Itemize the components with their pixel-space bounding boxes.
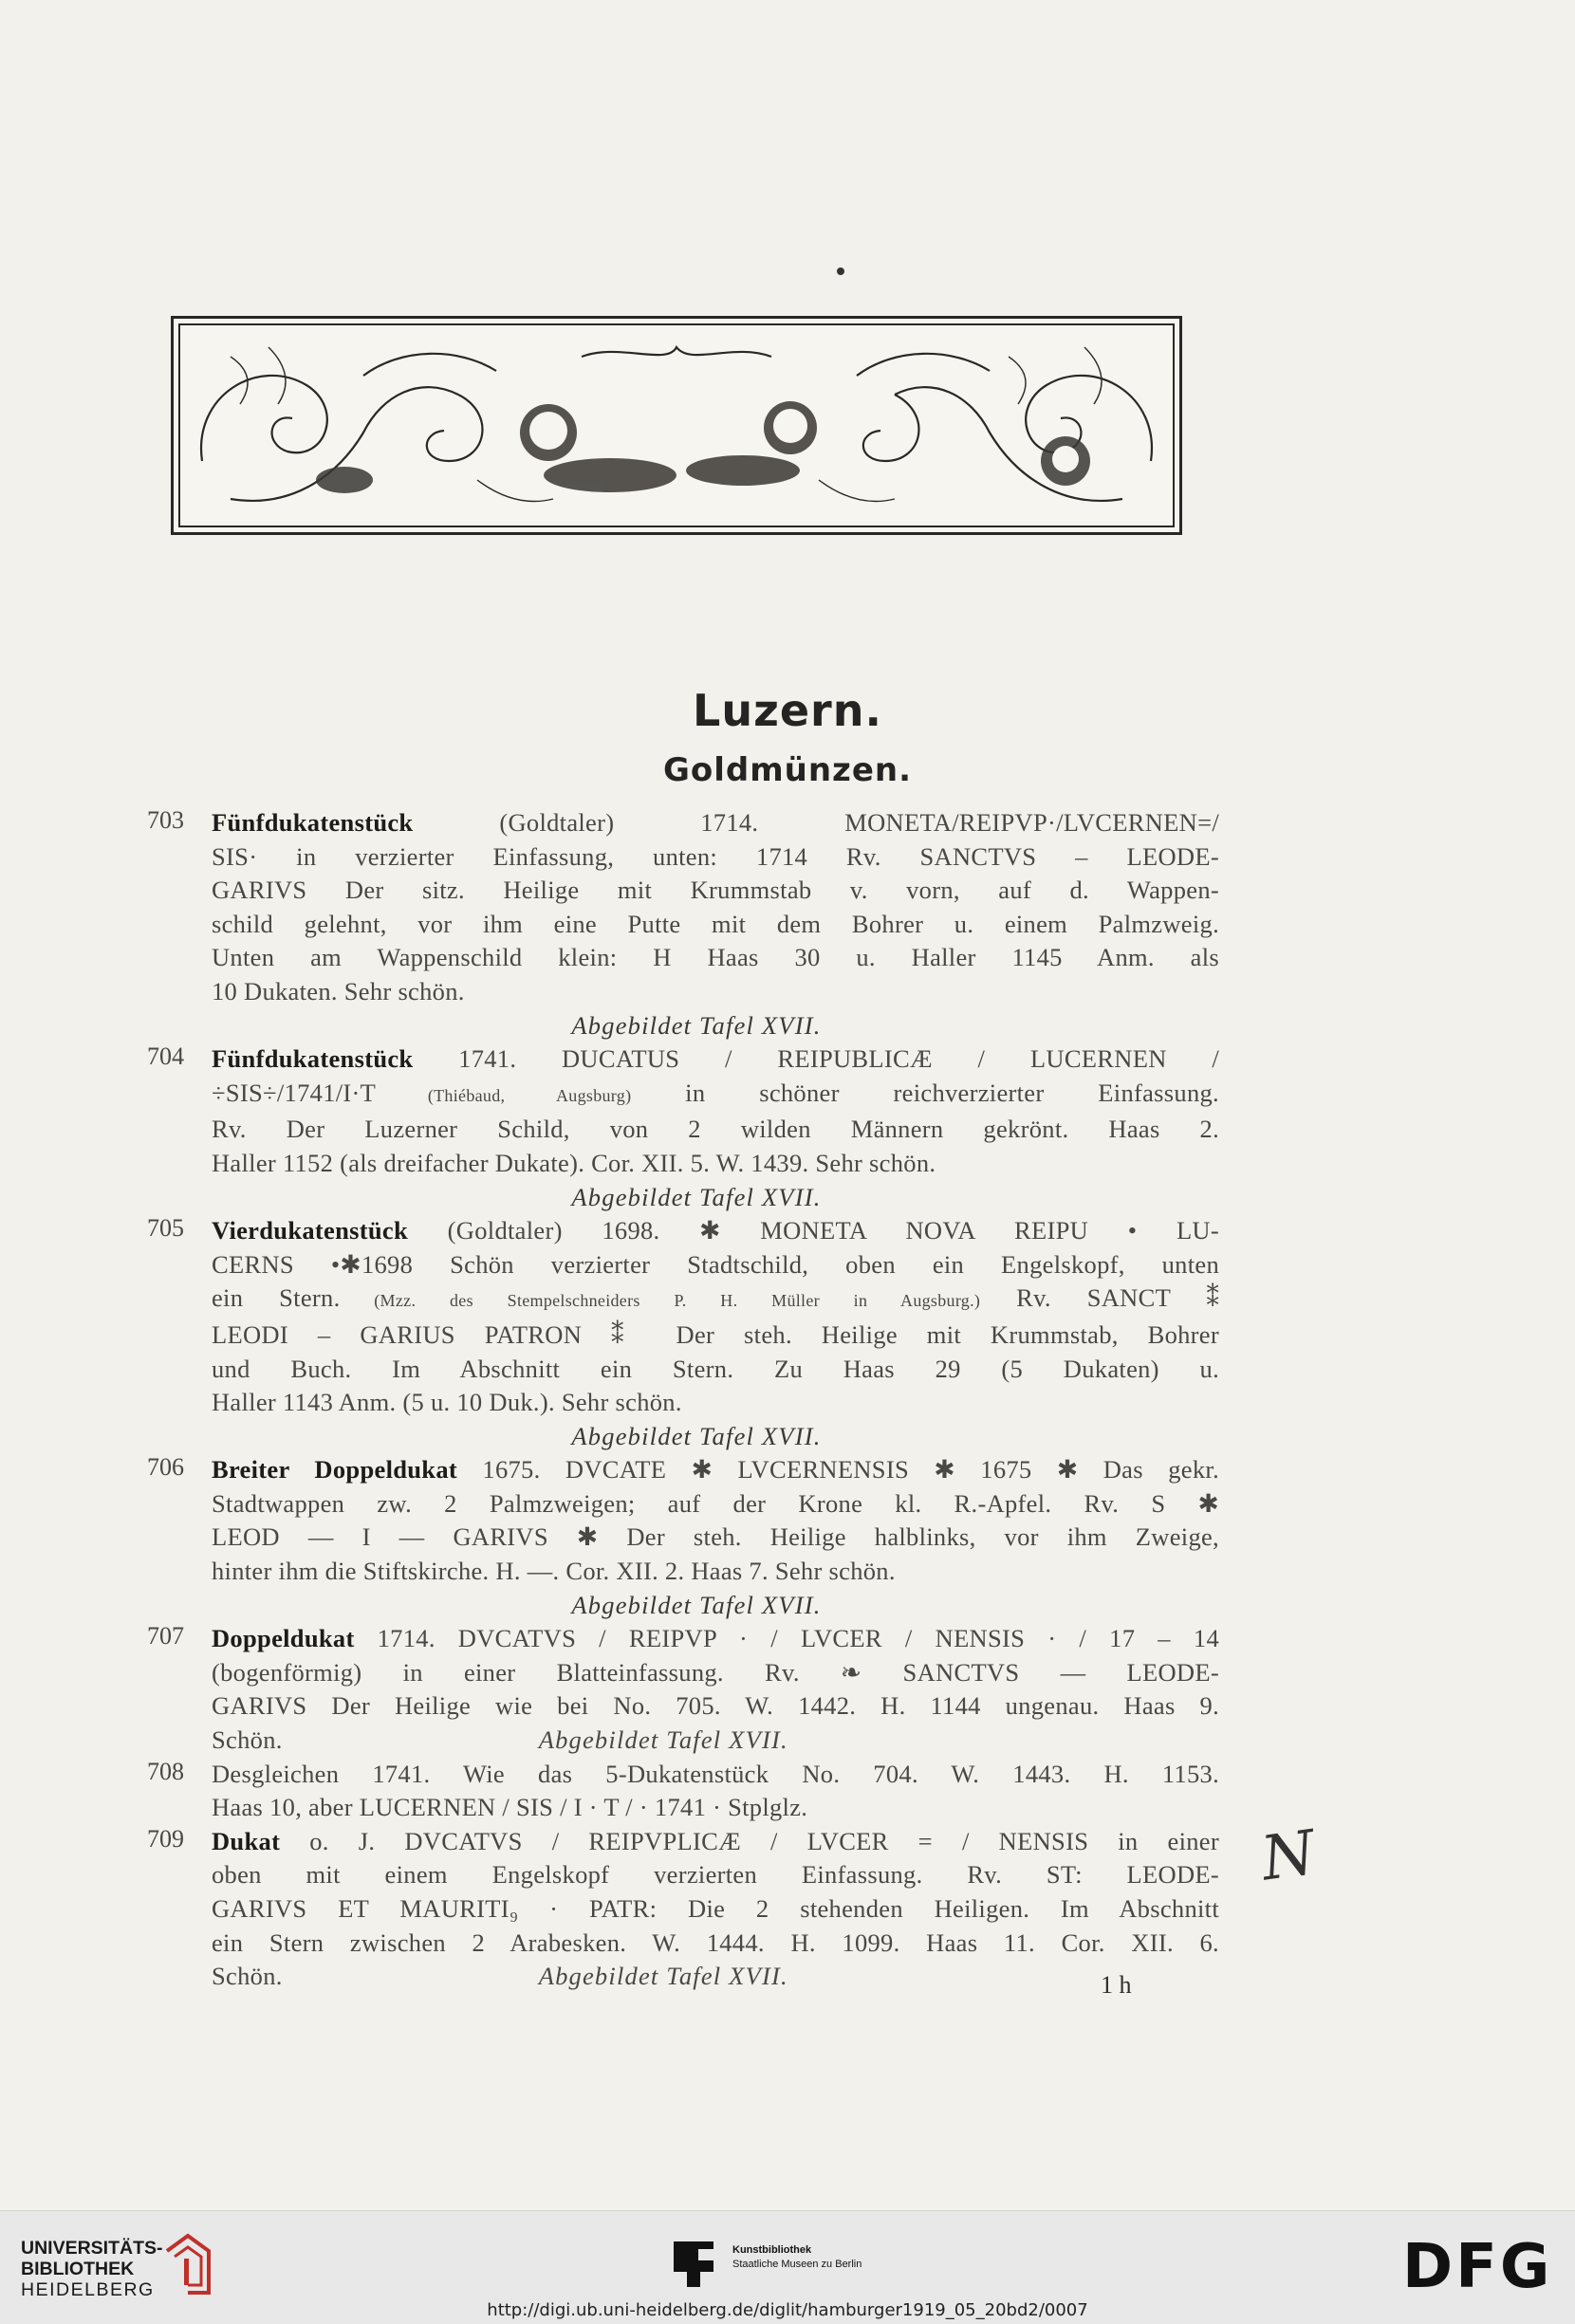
entry-text-line — [212, 1758, 1219, 1792]
entry-text-line — [212, 1858, 1219, 1892]
mint-mark-note: (Thiébaud, Augsburg) — [376, 1085, 632, 1105]
entry-text-line — [212, 1724, 1219, 1758]
catalog-entry — [147, 1622, 1219, 1757]
description-text: Stadtwappen zw. 2 Palmzweigen; auf der Krone kl. R.-Apfel. Rv. S ✱ — [212, 1488, 1219, 1518]
entry-text-line — [212, 1147, 1219, 1181]
coin-denomination: Vierdukatenstück — [212, 1216, 409, 1245]
entry-text-line — [212, 941, 1219, 975]
entry-number: 709 — [147, 1824, 184, 1853]
description-text: 10 Dukaten. Sehr schön. — [212, 976, 465, 1005]
entry-text-line — [212, 1248, 1219, 1282]
description-text: Rv. Der Luzerner Schild, von 2 wilden Männern gekrönt. Haas 2. — [212, 1115, 1219, 1144]
description-text: oben mit einem Engelskopf verzierten Einfassung. Rv. ST: LEODE- — [212, 1860, 1219, 1890]
kunstbibliothek-logo-icon — [670, 2238, 717, 2291]
ornamental-headpiece — [171, 316, 1182, 535]
plate-reference: Abgebildet Tafel XVII. — [571, 1421, 822, 1450]
source-url[interactable]: http://digi.ub.uni-heidelberg.de/diglit/hamburger1919_05_20bd2/0007 — [487, 2300, 1088, 2320]
entry-text-line — [212, 840, 1219, 875]
description-text: Desgleichen 1741. Wie das 5-Dukatenstück No. 704. W. 1443. H. 1153. — [212, 1759, 1219, 1788]
dfg-logo[interactable]: DFG — [1402, 2232, 1553, 2302]
entry-text-line — [212, 1791, 1219, 1825]
entry-text-line — [212, 1689, 1219, 1724]
entry-text-line — [212, 908, 1219, 942]
description-text: ein Stern. — [212, 1283, 341, 1313]
description-text: Unten am Wappenschild klein: H Haas 30 u. Haller 1145 Anm. als — [212, 943, 1219, 972]
ink-dot — [837, 267, 844, 275]
margin-handwritten-mark: N — [1257, 1817, 1320, 1895]
kunstbibliothek-label[interactable] — [732, 2243, 862, 2272]
coin-denomination: Doppeldukat — [212, 1624, 355, 1653]
description-text: o. J. DVCATVS / REIPVPLICÆ / LVCER = / NENSIS in einer — [280, 1826, 1219, 1855]
coin-denomination: Fünfdukatenstück — [212, 808, 414, 837]
plate-reference: Abgebildet Tafel XVII. — [538, 1725, 788, 1755]
entry-text-line — [212, 1487, 1219, 1522]
description-text: 1741. DUCATUS / REIPUBLICÆ / LUCERNEN / — [413, 1044, 1219, 1074]
entry-text-line — [212, 1960, 1219, 1994]
entry-text-line — [212, 1825, 1219, 1859]
description-text: schild gelehnt, vor ihm eine Putte mit dem Bohrer u. einem Palmzweig. — [212, 909, 1219, 938]
description-text: (Goldtaler) 1698. ✱ MONETA NOVA REIPU • LU- — [408, 1216, 1219, 1245]
description-text: in schöner reichverzierter Einfassung. — [631, 1078, 1219, 1107]
university-library-logo-text[interactable] — [21, 2238, 163, 2300]
description-text: Haller 1143 Anm. (5 u. 10 Duk.). Sehr schön. — [212, 1388, 682, 1417]
entry-text-line — [212, 1113, 1219, 1147]
entry-number: 707 — [147, 1622, 184, 1651]
entry-text-line — [212, 1892, 1219, 1927]
description-text: CERNS •✱1698 Schön verzierter Stadtschild, oben ein Engelskopf, unten — [212, 1249, 1219, 1279]
entry-text-line — [212, 874, 1219, 908]
description-text: SIS· in verzierter Einfassung, unten: 1714 Rv. SANCTVS – LEODE- — [212, 841, 1219, 871]
description-text: ein Stern zwischen 2 Arabesken. W. 1444. H. 1099. Haas 11. Cor. XII. 6. — [212, 1927, 1219, 1957]
description-text: (bogenförmig) in einer Blatteinfassung. Rv. ❧ SANCTVS — LEODE- — [212, 1657, 1219, 1687]
coin-denomination: Fünfdukatenstück — [212, 1044, 414, 1074]
plate-reference: Abgebildet Tafel XVII. — [571, 1010, 822, 1040]
description-text: hinter ihm die Stiftskirche. H. —. Cor. XII. 2. Haas 7. Sehr schön. — [212, 1557, 896, 1586]
kunstbibliothek-subtitle: Staatliche Museen zu Berlin — [732, 2259, 862, 2270]
entry-text-line — [212, 1077, 1219, 1114]
library-name-line-1: UNIVERSITÄTS- — [21, 2238, 163, 2259]
description-text: und Buch. Im Abschnitt ein Stern. Zu Haas 29 (5 Dukaten) u. — [212, 1354, 1219, 1383]
scroll-ornament-icon — [174, 319, 1179, 532]
entry-text-line — [212, 1521, 1219, 1555]
description-text: ÷SIS÷/1741/I·T — [212, 1078, 377, 1107]
catalog-entries — [147, 806, 1219, 1994]
kunstbibliothek-title: Kunstbibliothek — [732, 2244, 812, 2256]
plate-reference: Abgebildet Tafel XVII. — [538, 1962, 788, 1991]
description-text: Rv. SANCT ⁑ — [980, 1283, 1220, 1313]
entry-text-line — [212, 1927, 1219, 1961]
entry-text-line — [212, 1214, 1219, 1248]
entry-number: 708 — [147, 1757, 184, 1785]
description-text: LEOD — I — GARIVS ✱ Der steh. Heilige halblinks, vor ihm Zweige, — [212, 1522, 1219, 1552]
description-text: 1714. DVCATVS / REIPVP · / LVCER / NENSIS · / 17 – 14 — [354, 1624, 1219, 1653]
catalog-entry — [147, 1042, 1219, 1214]
library-name-line-2: BIBLIOTHEK — [21, 2259, 135, 2279]
digitization-footer — [0, 2210, 1575, 2324]
entry-text-line — [212, 1622, 1219, 1656]
entry-text-line — [212, 1042, 1219, 1077]
catalog-entry — [147, 1758, 1219, 1825]
entry-text-line — [212, 1353, 1219, 1387]
entry-text-line — [212, 1453, 1219, 1487]
page-title: Luzern. — [693, 685, 882, 736]
description-text: GARIVS Der Heilige wie bei No. 705. W. 1442. H. 1144 ungenau. Haas 9. — [212, 1691, 1219, 1721]
coin-denomination: Breiter Doppeldukat — [212, 1455, 458, 1485]
plate-reference: Abgebildet Tafel XVII. — [571, 1182, 822, 1211]
entry-number: 704 — [147, 1042, 184, 1071]
plate-reference: Abgebildet Tafel XVII. — [571, 1590, 822, 1619]
entry-text-line — [212, 1555, 1219, 1589]
library-name-line-3: HEIDELBERG — [21, 2279, 155, 2300]
description-text: Haas 10, aber LUCERNEN / SIS / I · T / · 1741 · Stplglz. — [212, 1793, 808, 1822]
coin-denomination: Dukat — [212, 1826, 281, 1855]
entry-text-line — [212, 975, 1219, 1009]
entry-text-line — [212, 1656, 1219, 1690]
sheet-signature: 1 h — [1101, 1971, 1132, 1999]
catalog-entry — [147, 806, 1219, 1042]
description-text: LEODI – GARIUS PATRON ⁑ Der steh. Heilige mit Krummstab, Bohrer — [212, 1319, 1219, 1349]
description-text: (Goldtaler) 1714. MONETA/REIPVP·/LVCERNEN=/ — [413, 808, 1219, 837]
catalog-entry — [147, 1453, 1219, 1622]
description-text: GARIVS ET MAURITI₉ · PATR: Die 2 stehenden Heiligen. Im Abschnitt — [212, 1894, 1219, 1923]
entry-text-line — [212, 1282, 1219, 1319]
description-text: Schön. — [212, 1725, 283, 1755]
entry-number: 705 — [147, 1214, 184, 1243]
section-subtitle: Goldmünzen. — [662, 751, 913, 789]
catalog-entry — [147, 1825, 1219, 1994]
entry-text-line — [212, 806, 1219, 840]
description-text: Schön. — [212, 1962, 283, 1991]
mint-mark-note: (Mzz. des Stempelschneiders P. H. Müller in Augsburg.) — [340, 1291, 981, 1311]
entry-text-line — [212, 1386, 1219, 1420]
catalog-entry — [147, 1214, 1219, 1453]
description-text: GARIVS Der sitz. Heilige mit Krummstab v. vorn, auf d. Wappen- — [212, 876, 1219, 905]
university-library-emblem-icon — [159, 2232, 216, 2296]
entry-text-line — [212, 1319, 1219, 1353]
description-text: 1675. DVCATE ✱ LVCERNENSIS ✱ 1675 ✱ Das gekr. — [457, 1455, 1219, 1485]
entry-number: 703 — [147, 806, 184, 834]
entry-number: 706 — [147, 1453, 184, 1482]
description-text: Haller 1152 (als dreifacher Dukate). Cor. XII. 5. W. 1439. Sehr schön. — [212, 1148, 936, 1177]
